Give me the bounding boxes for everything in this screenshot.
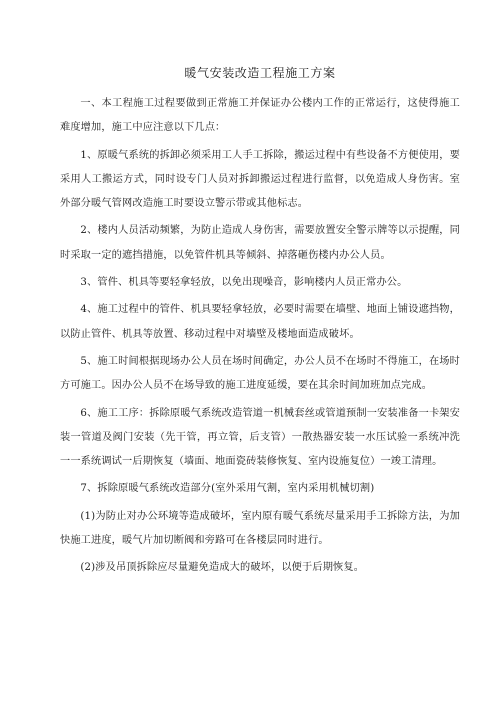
paragraph-item-5: 5、施工时间根据现场办公人员在场时间确定，办公人员不在场时不得施工，在场时方可施工。因办公人员不在场导致的施工进度延缓，要在其余时间加班加点完成。 — [60, 355, 460, 392]
paragraph-item-1: 1、原暖气系统的拆卸必须采用工人手工拆除，搬运过程中有些设备不方便使用，要采用人工搬运方式，同时设专门人员对拆卸搬运过程进行监督，以免造成人身伤害。室外部分暖气管网改造施工时要设立警示带或其他标志。 — [60, 149, 460, 210]
paragraph-item-4: 4、施工过程中的管件、机具要轻拿轻放，必要时需要在墙壁、地面上铺设遮挡物，以防止管件、机具等放置、移动过程中对墙壁及楼地面造成破坏。 — [60, 304, 460, 340]
paragraph-intro: 一、本工程施工过程要做到正常施工并保证办公楼内工作的正常运行，这使得施工难度增加，施工中应注意以下几点： — [60, 98, 460, 134]
document-body — [60, 64, 460, 584]
paragraph-item-3: 3、管件、机具等要轻拿轻放，以免出现噪音，影响楼内人员正常办公。 — [80, 277, 408, 289]
paragraph-item-7: 7、拆除原暖气系统改造部分(室外采用气割，室内采用机械切割) — [80, 483, 375, 495]
paragraph-subitem-2: (2)涉及吊顶拆除应尽量避免造成大的破坏，以便于后期恢复。 — [80, 562, 365, 574]
document-title: 暖气安装改造工程施工方案 — [184, 66, 336, 80]
paragraph-subitem-1: (1)为防止对办公环境等造成破坏，室内原有暖气系统尽量采用手工拆除方法，为加快施工进度，暖气片加切断阀和旁路可在各楼层同时进行。 — [60, 510, 460, 547]
paragraph-item-2: 2、楼内人员活动频繁，为防止造成人身伤害，需要放置安全警示牌等以示提醒，同时采取一定的遮挡措施，以免管件机具等倾斜、掉落砸伤楼内办公人员。 — [60, 225, 460, 261]
paragraph-item-6: 6、施工工序：拆除原暖气系统改造管道一机械套丝或管道预制一安装准备一卡架安装一管道及阀门安装（先干管，再立管，后支管）一散热器安装一水压试验一系统冲洗一一系统调试一后期恢复（墙面、地面瓷砖装修恢复、室内设施复位）一竣工清理。 — [60, 407, 460, 468]
